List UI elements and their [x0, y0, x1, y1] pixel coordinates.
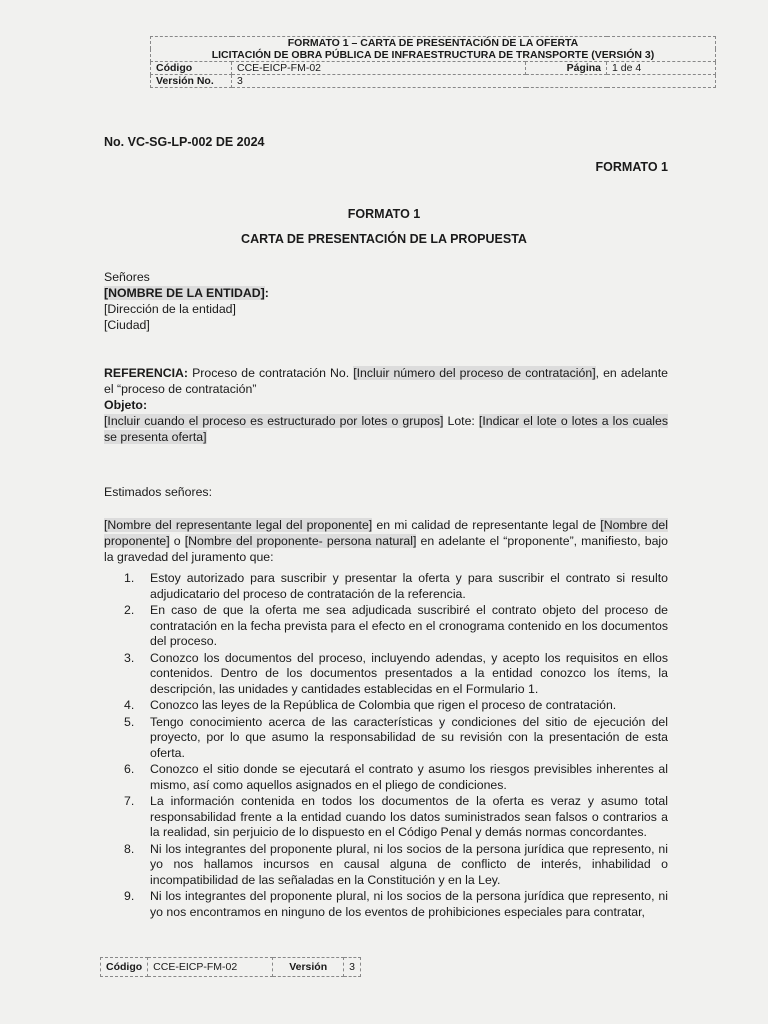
reference-text-b: , en adelante el “proceso de contratación” — [104, 366, 668, 396]
list-item-text: En caso de que la oferta me sea adjudicada suscribiré el contrato objeto del proceso de contratación en la fecha prevista para el efecto en el cronograma contenido en los documentos del proceso. — [150, 603, 668, 648]
intro-ph3: [Nombre del proponente- persona natural] — [184, 534, 417, 548]
intro-paragraph — [104, 517, 668, 565]
header-codigo-label: Código — [151, 62, 232, 75]
list-item — [104, 603, 668, 650]
list-item-number: 4. — [124, 698, 135, 712]
addressee-block — [104, 269, 269, 333]
intro-t1: en mi calidad de representante legal de — [372, 518, 601, 532]
intro-t3: en adelante el “proponente”, manifiesto, bajo la gravedad del juramento que: — [104, 534, 668, 564]
footer-codigo-value: CCE-EICP-FM-02 — [148, 958, 273, 977]
list-item-text: La información contenida en todos los documentos de la oferta es veraz y asumo total responsabilidad frente a la entidad cuando los datos suministrados sean falsos o contrarios a la realidad, sin perjuicio de lo dispuesto en el Código Penal y demás normas concordantes. — [150, 794, 668, 839]
reference-placeholder: [Incluir número del proceso de contratación] — [353, 366, 596, 380]
list-item — [104, 762, 668, 793]
header-version-label: Versión No. — [151, 75, 232, 88]
list-item — [104, 651, 668, 698]
formato-center: FORMATO 1 — [347, 207, 421, 221]
list-item-number: 2. — [124, 603, 135, 617]
salutation: Estimados señores: — [104, 485, 212, 499]
objeto-label: Objeto: — [104, 398, 148, 412]
formato-right: FORMATO 1 — [595, 160, 668, 174]
doc-number: No. VC-SG-LP-002 DE 2024 — [104, 135, 265, 149]
header-pagina-label: Página — [526, 62, 607, 75]
reference-block — [104, 365, 668, 445]
header-title-line1: FORMATO 1 – CARTA DE PRESENTACIÓN DE LA OFERTA — [151, 37, 716, 50]
header-codigo-value: CCE-EICP-FM-02 — [232, 62, 526, 75]
list-item — [104, 571, 668, 602]
list-item-text: Tengo conocimiento acerca de las características y condiciones del sitio de ejecución del proyecto, por lo que asumo la responsabilidad de su revisión con la presentación de esta oferta. — [150, 714, 668, 760]
list-item — [104, 794, 668, 841]
intro-ph2: [Nombre del proponente] — [104, 518, 668, 548]
list-item-number: 9. — [124, 889, 135, 903]
list-item-text: Ni los integrantes del proponente plural, ni los socios de la persona jurídica que represento, ni yo nos encontramos en ninguno de los eventos de prohibiciones especiales para contratar, — [150, 889, 668, 919]
list-item-text: Conozco los documentos del proceso, incluyendo adendas, y acepto los requisitos en ellos contenidos. Dentro de los documentos presentados a la entidad conozco los ítems, la descripción, las unidades y cantidades establecidas en el Formulario 1. — [150, 650, 668, 696]
addressee-entity-suffix: : — [264, 286, 269, 300]
list-item-text: Ni los integrantes del proponente plural, ni los socios de la persona jurídica que represento, ni yo nos hallamos incursos en causal alguna de conflicto de interés, inhabilidad o incompatibilidad de las señaladas en la Constitución y en la Ley. — [150, 841, 668, 887]
header-version-value: 3 — [232, 75, 716, 88]
list-item-number: 7. — [124, 794, 135, 808]
header-pagina-value: 1 de 4 — [607, 62, 716, 75]
list-item — [104, 715, 668, 762]
list-item-number: 3. — [124, 650, 135, 665]
addressee-city: [Ciudad] — [104, 318, 150, 332]
lote-placeholder: [Indicar el lote o lotes a los cuales se presenta oferta] — [104, 414, 669, 444]
lote-text: Lote: — [443, 414, 479, 428]
list-item-number: 6. — [124, 762, 135, 776]
declarations-list — [104, 571, 668, 921]
reference-label: REFERENCIA: — [104, 366, 189, 380]
intro-ph1: [Nombre del representante legal del proponente] — [104, 518, 373, 532]
addressee-entity: [NOMBRE DE LA ENTIDAD] — [104, 286, 265, 300]
footer-version-value: 3 — [344, 958, 361, 977]
header-title-line2: LICITACIÓN DE OBRA PÚBLICA DE INFRAESTRUCTURA DE TRANSPORTE (VERSIÓN 3) — [151, 49, 716, 62]
list-item-number: 5. — [124, 714, 135, 729]
addressee-greeting: Señores — [104, 270, 150, 284]
list-item — [104, 698, 668, 714]
objeto-placeholder: [Incluir cuando el proceso es estructurado por lotes o grupos] — [104, 414, 444, 428]
reference-text-a: Proceso de contratación No. — [188, 366, 354, 380]
list-item-text: Conozco el sitio donde se ejecutará el contrato y asumo los riesgos previsibles inherentes al mismo, así como aquellos asignados en el pliego de condiciones. — [150, 762, 668, 792]
intro-t2: o — [169, 534, 185, 548]
footer-codigo-label: Código — [101, 958, 148, 977]
list-item — [104, 842, 668, 889]
main-title: CARTA DE PRESENTACIÓN DE LA PROPUESTA — [241, 232, 527, 246]
header-table — [150, 36, 716, 88]
list-item-text: Conozco las leyes de la República de Colombia que rigen el proceso de contratación. — [150, 698, 617, 712]
footer-version-label: Versión — [273, 958, 344, 977]
addressee-address: [Dirección de la entidad] — [104, 302, 236, 316]
list-item-number: 8. — [124, 841, 135, 856]
footer-table — [100, 957, 361, 977]
list-item — [104, 889, 668, 920]
list-item-text: Estoy autorizado para suscribir y presentar la oferta y para suscribir el contrato si resulto adjudicatario del proceso de contratación de la referencia. — [150, 571, 668, 601]
list-item-number: 1. — [124, 571, 135, 585]
